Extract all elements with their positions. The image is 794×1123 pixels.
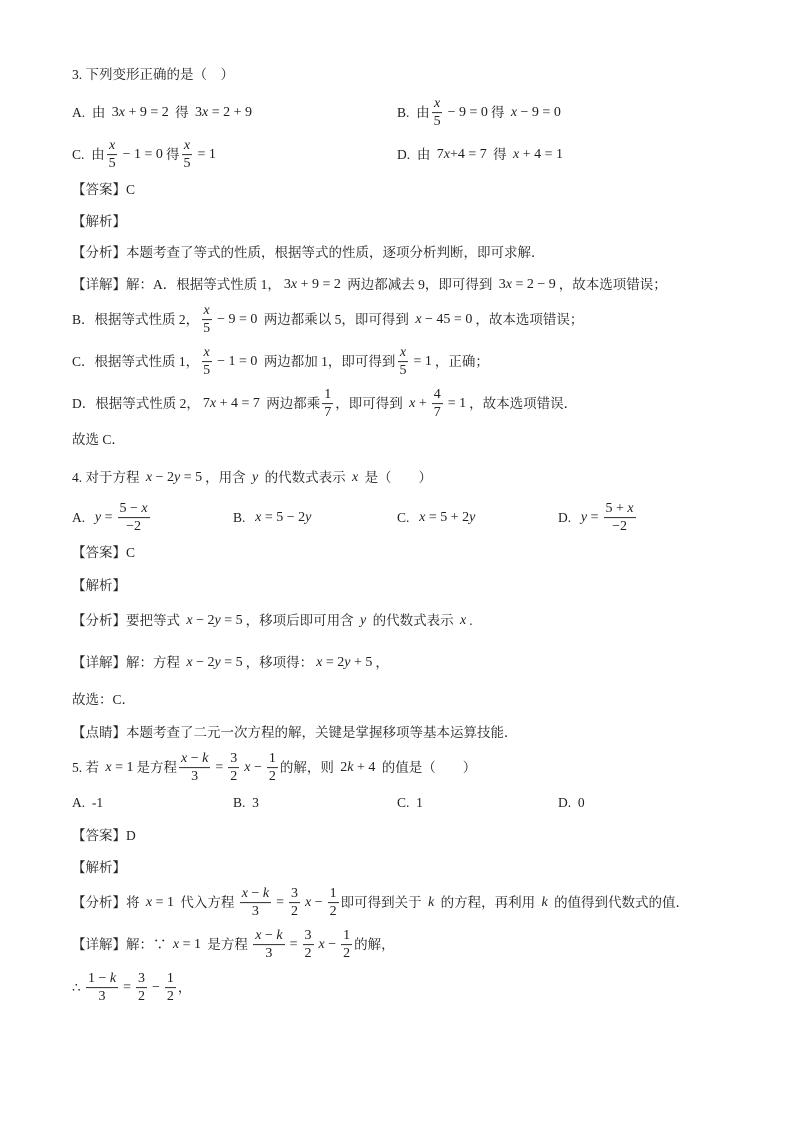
- fraction-numerator: x: [107, 138, 117, 155]
- text-run: 【点睛】本题考查了二元一次方程的解，关键是掌握移项等基本运算技能．: [72, 725, 518, 741]
- text-run: 【详解】解：A．根据等式性质 1，: [72, 277, 281, 293]
- text-run: 5. 若: [72, 760, 103, 776]
- q5-therefore: [72, 971, 191, 1005]
- math-expression: x = 1: [145, 894, 174, 910]
- fraction-numerator: x − k: [240, 886, 271, 903]
- q4-analysis-heading: [72, 578, 126, 594]
- math-expression: 2k + 4: [340, 759, 376, 775]
- text-run: C. 由: [72, 147, 105, 163]
- fraction-denominator: 5: [399, 363, 407, 379]
- q4-option-c: [397, 510, 478, 526]
- fraction-numerator: 1: [341, 928, 352, 945]
- fraction-numerator: x − k: [253, 928, 284, 945]
- fraction-numerator: 1: [322, 387, 333, 404]
- text-run: 得: [489, 147, 511, 163]
- math-expression: =: [123, 979, 131, 995]
- fraction-denominator: 5: [203, 363, 211, 379]
- math-expression: k: [428, 894, 435, 910]
- q3-stem: [72, 67, 234, 83]
- text-run: 是方程: [204, 937, 252, 953]
- math-expression: x +: [409, 395, 427, 411]
- q3-option-b: [397, 96, 564, 130]
- math-expression: x − 2y = 5: [186, 612, 243, 628]
- fraction-numerator: x: [202, 303, 212, 320]
- fraction-denominator: 2: [343, 946, 351, 962]
- fraction-numerator: 5 − x: [118, 501, 150, 518]
- text-run: A.: [72, 510, 92, 526]
- q4-remark: [72, 725, 518, 741]
- fraction: [328, 886, 339, 920]
- text-run: ，正确；: [434, 354, 489, 370]
- text-run: C. 1: [397, 795, 423, 811]
- fraction-denominator: 7: [324, 405, 332, 421]
- math-expression: y =: [580, 509, 599, 525]
- math-expression: − 1 = 0: [122, 146, 163, 162]
- text-run: 【分析】将: [72, 895, 143, 911]
- math-expression: 3x = 2 + 9: [195, 104, 253, 120]
- text-run: 3. 下列变形正确的是（ ）: [72, 67, 234, 83]
- fraction-denominator: 3: [265, 946, 273, 962]
- fraction-denominator: 2: [304, 946, 312, 962]
- math-expression: =: [215, 759, 224, 775]
- fraction-numerator: 1: [165, 971, 176, 988]
- text-run: 【详解】解：∵: [72, 937, 170, 953]
- math-expression: x = 5 + 2y: [419, 509, 476, 525]
- text-run: 【分析】本题考查了等式的性质，根据等式的性质，逐项分析判断，即可求解．: [72, 245, 545, 261]
- fraction-numerator: x: [432, 96, 442, 113]
- fraction: [107, 138, 118, 172]
- math-expression: x −: [305, 894, 323, 910]
- fraction: [322, 387, 333, 421]
- math-expression: =: [289, 936, 298, 952]
- q5-option-c: [397, 795, 423, 811]
- fraction-denominator: −2: [126, 519, 142, 535]
- fraction-denominator: 3: [251, 904, 259, 920]
- fraction-numerator: 1 − k: [86, 971, 118, 988]
- math-expression: y =: [94, 509, 113, 525]
- fraction-numerator: 3: [228, 751, 239, 768]
- q5-stem: [72, 751, 476, 785]
- fraction: [179, 751, 210, 785]
- text-run: 的值是（ ）: [378, 760, 477, 776]
- text-run: 【解析】: [72, 860, 126, 876]
- text-run: 的值得到代数式的值．: [550, 895, 690, 911]
- math-expression: x −: [318, 936, 337, 952]
- q3-analysis-summary: [72, 245, 545, 261]
- fraction-denominator: 2: [230, 769, 238, 785]
- text-run: C.: [397, 510, 417, 526]
- math-expression: − 1 = 0: [217, 353, 258, 369]
- q3-answer: [72, 182, 135, 198]
- q5-detail: [72, 928, 395, 962]
- fraction-numerator: 4: [432, 387, 443, 404]
- fraction-denominator: 2: [138, 989, 145, 1005]
- text-run: 【答案】C: [72, 545, 136, 561]
- fraction: [118, 501, 150, 535]
- fraction-numerator: 3: [289, 886, 300, 903]
- text-run: A. 由: [72, 105, 109, 121]
- fraction-denominator: −2: [612, 519, 628, 535]
- math-expression: y: [252, 469, 259, 485]
- text-run: 【分析】要把等式: [72, 613, 184, 629]
- fraction: [240, 886, 271, 920]
- text-run: ，故本选项错误；: [558, 277, 667, 293]
- fraction: [604, 501, 636, 535]
- text-run: ，即可得到: [335, 396, 407, 412]
- text-run: C．根据等式性质 1，: [72, 354, 200, 370]
- math-expression: x: [351, 469, 359, 485]
- math-expression: x − 45 = 0: [415, 311, 473, 327]
- text-run: 得: [165, 147, 180, 163]
- fraction-numerator: 1: [267, 751, 278, 768]
- math-expression: x = 2y + 5: [316, 654, 373, 670]
- fraction-denominator: 5: [108, 156, 116, 172]
- math-expression: x = 1: [105, 759, 134, 775]
- q5-option-d: [558, 795, 585, 811]
- q3-detail-c: [72, 345, 489, 379]
- q4-analysis-summary: [72, 613, 473, 629]
- fraction: [289, 886, 300, 920]
- math-expression: 7x + 4 = 7: [202, 395, 260, 411]
- text-run: ，用含: [205, 470, 249, 486]
- q3-detail-a: [72, 277, 667, 293]
- text-run: 的解，则: [279, 760, 338, 776]
- q5-option-a: [72, 795, 103, 811]
- text-run: 的方程，再利用: [437, 895, 539, 911]
- fraction-numerator: x: [182, 138, 192, 155]
- q3-option-d: [397, 147, 566, 163]
- text-run: 4. 对于方程: [72, 470, 143, 486]
- text-run: B. 3: [233, 795, 259, 811]
- fraction: [201, 303, 212, 337]
- fraction-numerator: 3: [136, 971, 147, 988]
- fraction: [201, 345, 212, 379]
- text-run: 【解析】: [72, 578, 126, 594]
- q3-option-a: [72, 105, 255, 121]
- math-expression: 3x + 9 = 2: [283, 276, 341, 292]
- text-run: A. -1: [72, 795, 104, 811]
- text-run: ∴: [72, 980, 84, 996]
- math-expression: y: [360, 612, 367, 628]
- math-expression: = 1: [413, 353, 432, 369]
- text-run: D．根据等式性质 2，: [72, 396, 200, 412]
- math-expression: = 1: [197, 146, 216, 162]
- text-run: .: [469, 613, 473, 629]
- q3-detail-d: [72, 387, 577, 421]
- text-run: ，故本选项错误．: [469, 396, 578, 412]
- math-expression: − 9 = 0: [447, 104, 488, 120]
- q3-option-c: [72, 138, 219, 172]
- q5-analysis-heading: [72, 860, 126, 876]
- math-expression: x = 1: [172, 936, 201, 952]
- fraction-denominator: 2: [291, 904, 298, 920]
- text-run: D. 由: [397, 147, 434, 163]
- text-run: D.: [558, 510, 578, 526]
- math-expression: x + 4 = 1: [513, 146, 564, 162]
- text-run: 故选：C．: [72, 692, 136, 708]
- text-run: 【答案】C: [72, 182, 136, 198]
- text-run: 的解，: [354, 937, 395, 953]
- fraction: [303, 928, 314, 962]
- math-expression: x = 5 − 2y: [255, 509, 312, 525]
- math-expression: x − 2y = 5: [186, 654, 243, 670]
- math-expression: 3x + 9 = 2: [111, 104, 169, 120]
- math-expression: x − 2y = 5: [145, 469, 203, 485]
- math-expression: =: [276, 894, 284, 910]
- fraction: [432, 387, 443, 421]
- text-run: 【详解】解：方程: [72, 655, 184, 671]
- math-expression: −: [152, 979, 160, 995]
- text-run: 两边都减去 9，即可得到: [343, 277, 496, 293]
- q4-option-b: [233, 510, 314, 526]
- math-expression: 3x = 2 − 9: [498, 276, 556, 292]
- text-run: 两边都乘: [262, 396, 321, 412]
- fraction: [86, 971, 118, 1005]
- q4-detail: [72, 655, 389, 671]
- text-run: ，: [177, 980, 192, 996]
- text-run: 【答案】D: [72, 828, 136, 844]
- text-run: 是（ ）: [361, 470, 433, 486]
- q4-answer: [72, 545, 135, 561]
- fraction-numerator: x: [202, 345, 212, 362]
- fraction-denominator: 2: [329, 904, 337, 920]
- fraction-numerator: 3: [303, 928, 314, 945]
- fraction-numerator: 1: [328, 886, 339, 903]
- fraction: [165, 971, 176, 1005]
- q4-option-a: [72, 501, 152, 535]
- q3-detail-b: [72, 303, 583, 337]
- fraction-denominator: 5: [433, 114, 441, 130]
- fraction-denominator: 3: [98, 989, 106, 1005]
- text-run: 两边都加 1，即可得到: [260, 354, 396, 370]
- fraction: [267, 751, 278, 785]
- math-expression: − 9 = 0: [217, 311, 258, 327]
- text-run: 的代数式表示: [261, 470, 349, 486]
- fraction-denominator: 2: [268, 769, 276, 785]
- text-run: ，移项得：: [245, 655, 314, 671]
- math-expression: = 1: [447, 395, 467, 411]
- q5-answer: [72, 828, 136, 844]
- fraction-numerator: x: [398, 345, 408, 362]
- q4-conclusion: [72, 692, 135, 708]
- text-run: 代入方程: [177, 895, 238, 911]
- fraction: [341, 928, 352, 962]
- fraction-denominator: 2: [166, 989, 174, 1005]
- fraction-denominator: 5: [203, 321, 211, 337]
- text-run: ，: [375, 655, 389, 671]
- fraction: [432, 96, 443, 130]
- text-run: 【解析】: [72, 214, 126, 230]
- text-run: ，故本选项错误；: [475, 312, 584, 328]
- math-expression: x: [459, 612, 467, 628]
- text-run: 即可得到关于: [340, 895, 425, 911]
- fraction: [136, 971, 147, 1005]
- text-run: 的代数式表示: [369, 613, 457, 629]
- math-expression: x −: [244, 759, 262, 775]
- fraction-denominator: 5: [183, 156, 191, 172]
- math-expression: k: [541, 894, 548, 910]
- q4-stem: [72, 470, 432, 486]
- q3-conclusion: [72, 432, 125, 448]
- text-run: B．根据等式性质 2，: [72, 312, 200, 328]
- text-run: B. 由: [397, 105, 430, 121]
- text-run: D. 0: [558, 795, 585, 811]
- q4-option-d: [558, 501, 638, 535]
- fraction-denominator: 3: [191, 769, 199, 785]
- fraction: [397, 345, 408, 379]
- q5-option-b: [233, 795, 259, 811]
- fraction: [228, 751, 239, 785]
- text-run: 得: [171, 105, 193, 121]
- math-expression: 7x+4 = 7: [436, 146, 487, 162]
- q5-analysis-summary: [72, 886, 689, 920]
- text-run: ，移项后即可用含: [245, 613, 357, 629]
- text-run: 是方程: [136, 760, 177, 776]
- text-run: B.: [233, 510, 253, 526]
- fraction: [253, 928, 284, 962]
- fraction-denominator: 7: [433, 405, 441, 421]
- text-run: 得: [490, 105, 508, 121]
- fraction: [181, 138, 192, 172]
- fraction-numerator: 5 + x: [604, 501, 636, 518]
- q3-analysis-heading: [72, 214, 126, 230]
- text-run: 故选 C．: [72, 432, 125, 448]
- fraction-numerator: x − k: [179, 751, 210, 768]
- text-run: 两边都乘以 5，即可得到: [260, 312, 413, 328]
- math-expression: x − 9 = 0: [510, 104, 561, 120]
